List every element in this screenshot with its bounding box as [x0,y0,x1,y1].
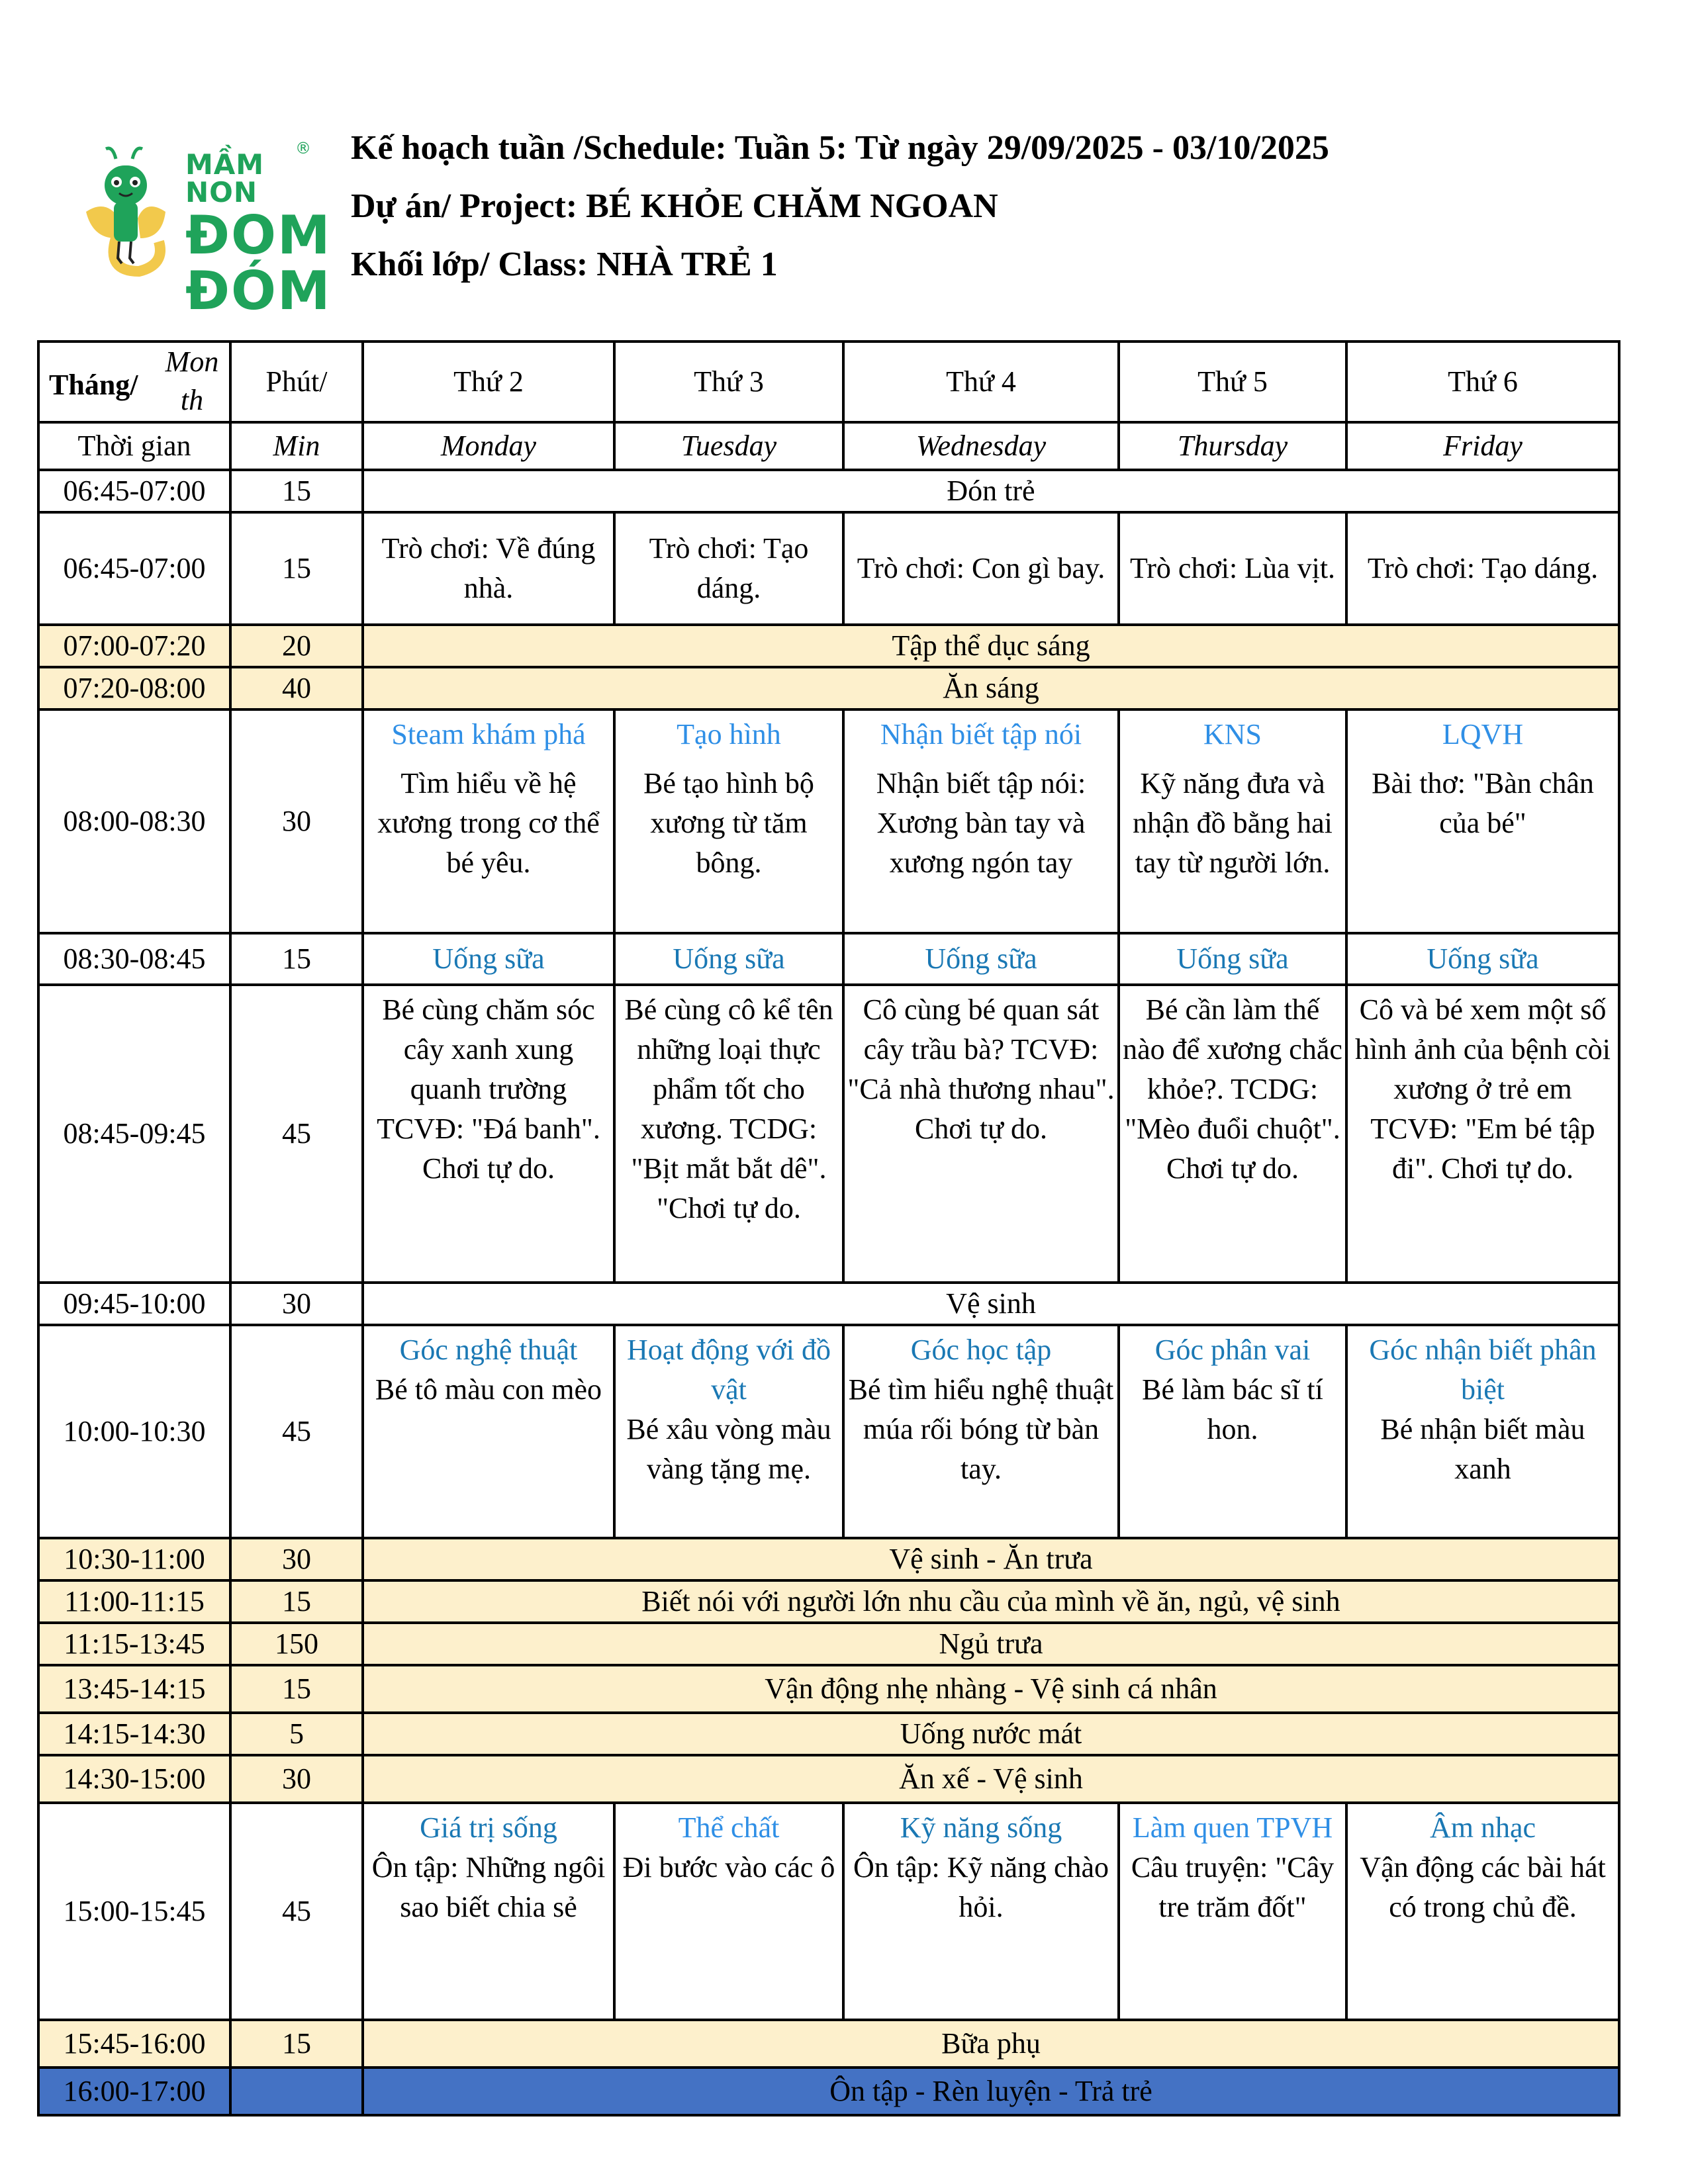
activity-thursday: Bé cần làm thế nào để xương chắc khỏe?. TCDG: "Mèo đuổi chuột". Chơi tự do. [1119,985,1346,1283]
activity-friday [1346,1325,1619,1538]
activity-category: Âm nhạc [1429,1811,1536,1844]
minutes-cell: 5 [230,1713,363,1755]
activity-category: Nhận biết tập nói [880,718,1082,751]
activity-cell: Bữa phụ [363,2020,1619,2068]
day-header-tuesday: Thứ 3 [614,341,843,422]
day-en-monday: Monday [363,422,614,470]
activity-category: LQVH [1442,718,1524,751]
activity-tuesday [614,1325,843,1538]
day-header-thursday: Thứ 5 [1119,341,1346,422]
day-en-thursday: Thursday [1119,422,1346,470]
activity-category: Góc nghệ thuật [399,1334,578,1366]
activity-wednesday [843,933,1119,985]
activity-description: Ôn tập: Những ngôi sao biết chia sẻ [371,1851,606,1923]
activity-wednesday [843,1325,1119,1538]
minutes-cell [230,2068,363,2115]
activity-monday [363,1325,614,1538]
registered-mark: ® [295,139,311,158]
row-exercise [38,625,1619,667]
activity-category: Góc phân vai [1154,1334,1311,1366]
row-water [38,1713,1619,1755]
row-lesson-afternoon [38,1803,1619,2020]
activity-description: Vận động các bài hát có trong chủ đề. [1360,1851,1606,1923]
logo-wordmark [185,148,332,322]
activity-thursday [1119,1325,1346,1538]
schedule-title: Kế hoạch tuần /Schedule: Tuần 5: Từ ngày 29/09/2025 - 03/10/2025 [351,129,1329,167]
activity-thursday [1119,933,1346,985]
activity-monday [363,1803,614,2020]
activity-description: Bé làm bác sĩ tí hon. [1142,1373,1323,1445]
minutes-cell: 30 [230,1755,363,1803]
activity-category: Steam khám phá [391,718,586,751]
activity-tuesday [614,709,843,933]
activity-friday [1346,933,1619,985]
activity-tuesday: Trò chơi: Tạo dáng. [614,512,843,625]
time-cell: 13:45-14:15 [38,1665,230,1713]
activity-monday [363,933,614,985]
minutes-cell: 15 [230,470,363,512]
activity-friday [1346,709,1619,933]
time-cell: 10:30-11:00 [38,1538,230,1580]
activity-cell: Ngủ trưa [363,1623,1619,1665]
activity-cell: Vận động nhẹ nhàng - Vệ sinh cá nhân [363,1665,1619,1713]
activity-thursday [1119,1803,1346,2020]
row-hygiene [38,1283,1619,1325]
month-label-vi: Tháng/ [49,369,138,401]
minutes-cell: 45 [230,1803,363,2020]
activity-cell: Biết nói với người lớn nhu cầu của mình về ăn, ngủ, vệ sinh [363,1580,1619,1623]
minutes-cell: 30 [230,1538,363,1580]
row-lesson-morning [38,709,1619,933]
minutes-cell: 20 [230,625,363,667]
time-cell: 14:30-15:00 [38,1755,230,1803]
time-cell: 15:45-16:00 [38,2020,230,2068]
activity-category: Hoạt động với đồ vật [626,1334,831,1406]
activity-monday [363,709,614,933]
activity-cell: Tập thể dục sáng [363,625,1619,667]
time-cell: 08:45-09:45 [38,985,230,1283]
document-header [351,119,1329,294]
day-en-wednesday: Wednesday [843,422,1119,470]
activity-cell: Đón trẻ [363,470,1619,512]
activity-wednesday: Cô cùng bé quan sát cây trầu bà? TCVĐ: "Cả nhà thương nhau". Chơi tự do. [843,985,1119,1283]
activity-monday: Bé cùng chăm sóc cây xanh xung quanh trường TCVĐ: "Đá banh". Chơi tự do. [363,985,614,1283]
time-cell: 07:00-07:20 [38,625,230,667]
month-label-en: Mon th [165,345,219,416]
activity-wednesday [843,1803,1119,2020]
time-cell: 09:45-10:00 [38,1283,230,1325]
activity-friday: Trò chơi: Tạo dáng. [1346,512,1619,625]
header-row-en [38,422,1619,470]
activity-thursday: Trò chơi: Lùa vịt. [1119,512,1346,625]
time-cell: 06:45-07:00 [38,470,230,512]
school-logo [79,139,332,322]
activity-friday: Cô và bé xem một số hình ảnh của bệnh còi xương ở trẻ em TCVĐ: "Em bé tập đi". Chơi tự do. [1346,985,1619,1283]
time-cell: 14:15-14:30 [38,1713,230,1755]
minute-header-vi: Phút/ [230,341,363,422]
row-games [38,512,1619,625]
minutes-cell: 40 [230,667,363,709]
activity-cell: Vệ sinh - Ăn trưa [363,1538,1619,1580]
day-header-friday: Thứ 6 [1346,341,1619,422]
activity-cell: Ăn xế - Vệ sinh [363,1755,1619,1803]
activity-category: Uống sữa [925,942,1037,975]
time-cell: 10:00-10:30 [38,1325,230,1538]
minute-header-en: Min [230,422,363,470]
activity-description: Bé xâu vòng màu vàng tặng mẹ. [626,1413,831,1485]
row-needs [38,1580,1619,1623]
time-cell: 07:20-08:00 [38,667,230,709]
row-milk [38,933,1619,985]
day-header-wednesday: Thứ 4 [843,341,1119,422]
activity-wednesday: Trò chơi: Con gì bay. [843,512,1119,625]
time-cell: 06:45-07:00 [38,512,230,625]
activity-cell: Uống nước mát [363,1713,1619,1755]
class-title: Khối lớp/ Class: NHÀ TRẺ 1 [351,246,778,283]
activity-description: Câu truyện: "Cây tre trăm đốt" [1131,1851,1335,1923]
row-snack [38,1755,1619,1803]
row-breakfast [38,667,1619,709]
time-cell: 08:30-08:45 [38,933,230,985]
activity-category: Uống sữa [432,942,545,975]
activity-tuesday: Bé cùng cô kể tên những loại thực phẩm tốt cho xương. TCDG: "Bịt mắt bắt dê". "Chơi tự do. [614,985,843,1283]
minutes-cell: 15 [230,933,363,985]
project-title: Dự án/ Project: BÉ KHỎE CHĂM NGOAN [351,187,998,225]
activity-category: Góc nhận biết phân biệt [1369,1334,1597,1406]
weekly-schedule-table [37,340,1620,2116]
activity-thursday [1119,709,1346,933]
minutes-cell: 150 [230,1623,363,1665]
day-en-friday: Friday [1346,422,1619,470]
row-lunch [38,1538,1619,1580]
activity-category: KNS [1203,718,1262,751]
row-arrival [38,470,1619,512]
header-row-vi [38,341,1619,422]
minutes-cell: 15 [230,1580,363,1623]
activity-description: Bé tạo hình bộ xương từ tăm bông. [643,767,814,879]
time-cell: 11:15-13:45 [38,1623,230,1665]
activity-description: Ôn tập: Kỹ năng chào hỏi. [853,1851,1109,1923]
minutes-cell: 15 [230,2020,363,2068]
activity-description: Tìm hiểu về hệ xương trong cơ thể bé yêu. [377,767,600,879]
activity-description: Bé tìm hiểu nghệ thuật múa rối bóng từ bàn tay. [848,1373,1114,1485]
logo-line-3: ĐÓM [185,260,332,322]
firefly-mascot-icon [79,146,179,278]
activity-cell: Ôn tập - Rèn luyện - Trả trẻ [363,2068,1619,2115]
activity-category: Giá trị sống [420,1811,557,1844]
activity-description: Bé nhận biết màu xanh [1380,1413,1585,1485]
minutes-cell: 45 [230,1325,363,1538]
row-corners [38,1325,1619,1538]
activity-monday: Trò chơi: Về đúng nhà. [363,512,614,625]
month-header [38,341,230,422]
time-cell: 16:00-17:00 [38,2068,230,2115]
minutes-cell: 15 [230,512,363,625]
logo-line-1: MẦM NON [185,148,265,208]
activity-category: Uống sữa [1427,942,1539,975]
activity-description: Nhận biết tập nói: Xương bàn tay và xương ngón tay [876,767,1086,879]
row-nap [38,1623,1619,1665]
activity-description: Đi bước vào các ô [622,1851,835,1884]
time-cell: 15:00-15:45 [38,1803,230,2020]
row-pickup [38,2068,1619,2115]
activity-friday [1346,1803,1619,2020]
activity-category: Làm quen TPVH [1132,1811,1333,1844]
time-cell: 08:00-08:30 [38,709,230,933]
time-cell: 11:00-11:15 [38,1580,230,1623]
minutes-cell: 45 [230,985,363,1283]
row-side-meal [38,2020,1619,2068]
day-header-monday: Thứ 2 [363,341,614,422]
activity-category: Uống sữa [673,942,785,975]
activity-cell: Vệ sinh [363,1283,1619,1325]
activity-tuesday [614,933,843,985]
row-wakeup [38,1665,1619,1713]
activity-description: Bé tô màu con mèo [375,1373,602,1406]
activity-category: Thể chất [678,1811,780,1844]
activity-description: Kỹ năng đưa và nhận đồ bằng hai tay từ người lớn. [1133,767,1333,879]
activity-tuesday [614,1803,843,2020]
activity-category: Góc học tập [910,1334,1052,1366]
logo-line-2: ĐOM [185,205,332,266]
activity-category: Kỹ năng sống [900,1811,1062,1844]
time-header: Thời gian [38,422,230,470]
minutes-cell: 30 [230,1283,363,1325]
activity-description: Bài thơ: "Bàn chân của bé" [1372,767,1594,839]
activity-category: Uống sữa [1176,942,1289,975]
minutes-cell: 30 [230,709,363,933]
activity-category: Tạo hình [677,718,781,751]
row-outdoor [38,985,1619,1283]
day-en-tuesday: Tuesday [614,422,843,470]
activity-cell: Ăn sáng [363,667,1619,709]
activity-wednesday [843,709,1119,933]
minutes-cell: 15 [230,1665,363,1713]
